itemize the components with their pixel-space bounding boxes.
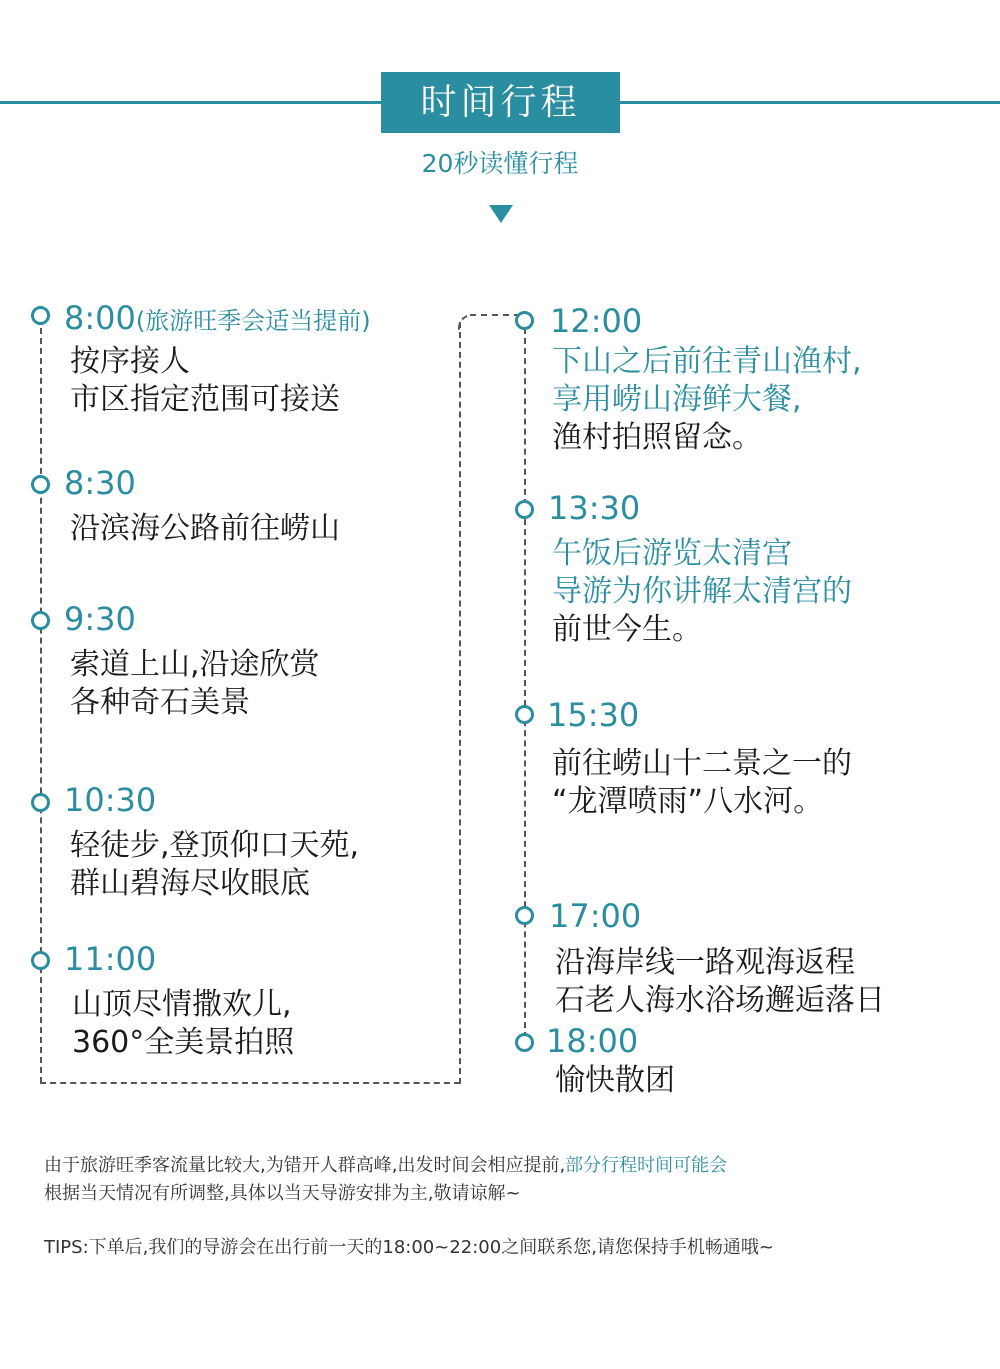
time-label: 12:00	[550, 302, 643, 340]
time-label: 11:00	[64, 940, 157, 978]
time-note: (旅游旺季会适当提前)	[135, 307, 371, 335]
page-title: 时间行程	[381, 72, 620, 133]
top-connector-line	[470, 314, 520, 316]
schedule-description: 午饭后游览太清宫 导游为你讲解太清宫的 前世今生。	[552, 536, 852, 647]
schedule-description: 愉快散团	[555, 1063, 675, 1098]
timeline-dot	[515, 500, 534, 519]
time-label: 15:30	[547, 696, 640, 734]
schedule-description: 山顶尽情撒欢儿, 360°全美景拍照	[72, 987, 295, 1060]
schedule-description: 沿海岸线一路观海返程 石老人海水浴场邂逅落日	[555, 945, 885, 1018]
timeline-dot	[515, 1033, 534, 1052]
timeline-dot	[31, 306, 50, 325]
right-timeline-line	[524, 328, 526, 1038]
bottom-connector-line	[40, 1082, 460, 1084]
time-label: 8:30	[64, 464, 136, 502]
schedule-description: 按序接人 市区指定范围可接送	[70, 344, 340, 417]
schedule-description: 前往崂山十二景之一的 “龙潭喷雨”八水河。	[552, 746, 852, 819]
schedule-description: 沿滨海公路前往崂山	[70, 511, 340, 546]
timeline-dot	[31, 793, 50, 812]
timeline-dot	[31, 951, 50, 970]
timeline-dot	[515, 311, 534, 330]
time-label: 8:00(旅游旺季会适当提前)	[64, 299, 371, 337]
footer-tips: TIPS:下单后,我们的导游会在出行前一天的18:00~22:00之间联系您,请您保持手机畅通哦~	[44, 1237, 774, 1258]
schedule-description: 下山之后前往青山渔村, 享用崂山海鲜大餐, 渔村拍照留念。	[552, 344, 862, 455]
timeline-dot	[515, 705, 534, 724]
schedule-description: 轻徒步,登顶仰口天苑, 群山碧海尽收眼底	[70, 828, 360, 901]
timeline-dot	[31, 611, 50, 630]
time-label: 17:00	[549, 897, 642, 935]
schedule-description: 索道上山,沿途欣赏 各种奇石美景	[70, 647, 320, 720]
timeline-dot	[515, 906, 534, 925]
footer-note: 由于旅游旺季客流量比较大,为错开人群高峰,出发时间会相应提前,部分行程时间可能会 根据当天情况有所调整,具体以当天导游安排为主,敬请谅解~	[44, 1155, 728, 1204]
connector-vertical-line	[459, 322, 461, 1084]
time-label: 13:30	[548, 489, 641, 527]
time-label: 9:30	[64, 600, 136, 638]
down-arrow-icon	[489, 205, 513, 223]
time-label: 10:30	[64, 781, 157, 819]
page-subtitle: 20秒读懂行程	[421, 149, 579, 178]
connector-curve	[458, 314, 474, 330]
timeline-dot	[31, 475, 50, 494]
time-label: 18:00	[546, 1022, 639, 1060]
